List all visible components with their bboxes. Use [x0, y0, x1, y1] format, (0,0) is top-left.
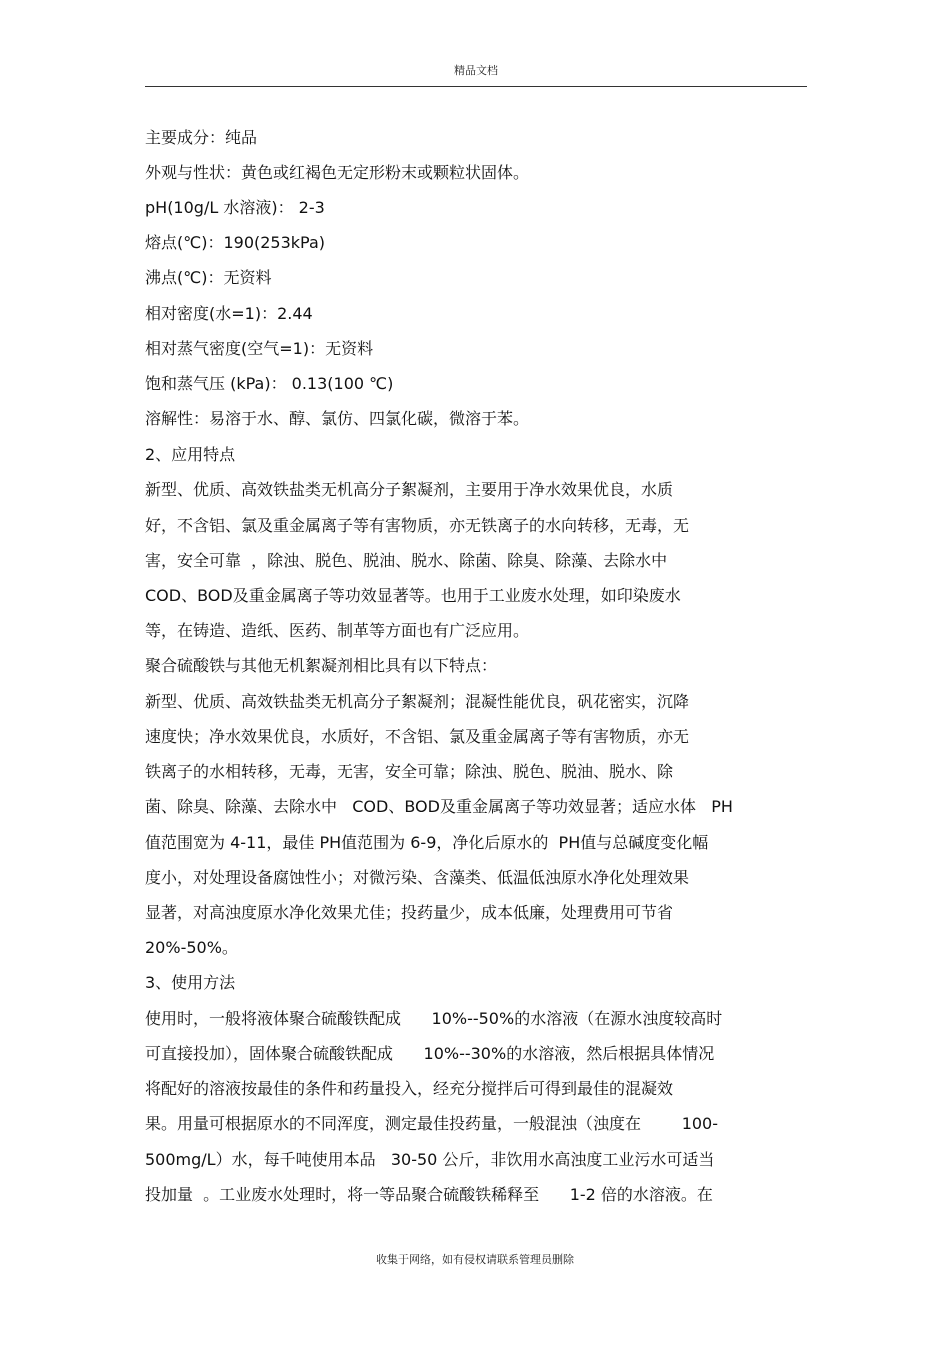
text-line: 值范围宽为 4-11，最佳 PH值范围为 6-9，净化后原水的 PH值与总碱度变化幅	[145, 833, 709, 852]
text-line: 相对密度(水=1)：2.44	[145, 304, 313, 323]
page-footer: 收集于网络，如有侵权请联系管理员删除	[376, 1253, 574, 1266]
text-line: 等，在铸造、造纸、医药、制革等方面也有广泛应用。	[145, 621, 530, 640]
text-line: 3、使用方法	[145, 973, 236, 992]
text-line: 将配好的溶液按最佳的条件和药量投入，经充分搅拌后可得到最佳的混凝效	[145, 1079, 674, 1098]
text-line: 菌、除臭、除藻、去除水中 COD、BOD及重金属离子等功效显著；适应水体 PH	[145, 797, 733, 816]
text-line: 熔点(℃)：190(253kPa)	[145, 233, 326, 252]
text-line: 显著，对高浊度原水净化效果尤佳；投药量少，成本低廉，处理费用可节省	[145, 903, 674, 922]
text-line: 新型、优质、高效铁盐类无机高分子絮凝剂；混凝性能优良，矾花密实，沉降	[145, 692, 690, 711]
text-line: COD、BOD及重金属离子等功效显著等。也用于工业废水处理，如印染废水	[145, 586, 681, 605]
text-line: 投加量 。工业废水处理时，将一等品聚合硫酸铁稀释至 1-2 倍的水溶液。在	[145, 1185, 713, 1204]
text-line: 可直接投加），固体聚合硫酸铁配成 10%--30%的水溶液，然后根据具体情况	[145, 1044, 715, 1063]
text-line: 速度快；净水效果优良，水质好，不含铝、氯及重金属离子等有害物质，亦无	[145, 727, 690, 746]
text-line: 主要成分：纯品	[145, 128, 258, 147]
text-line: 害，安全可靠 ，除浊、脱色、脱油、脱水、除菌、除臭、除藻、去除水中	[145, 551, 668, 570]
text-line: 新型、优质、高效铁盐类无机高分子絮凝剂，主要用于净水效果优良，水质	[145, 480, 674, 499]
text-line: 500mg/L）水，每千吨使用本品 30-50 公斤，非饮用水高浊度工业污水可适当	[145, 1150, 715, 1169]
text-line: 2、应用特点	[145, 445, 236, 464]
text-line: 20%-50%。	[145, 938, 238, 957]
header-divider	[145, 86, 807, 87]
text-line: 使用时，一般将液体聚合硫酸铁配成 10%--50%的水溶液（在源水浊度较高时	[145, 1009, 723, 1028]
text-line: 饱和蒸气压 (kPa)： 0.13(100 ℃)	[145, 374, 394, 393]
page-header: 精品文档	[454, 64, 498, 77]
text-line: 好，不含铝、氯及重金属离子等有害物质，亦无铁离子的水向转移，无毒，无	[145, 516, 690, 535]
text-line: pH(10g/L 水溶液)： 2-3	[145, 198, 325, 217]
text-line: 聚合硫酸铁与其他无机絮凝剂相比具有以下特点：	[145, 656, 498, 675]
text-line: 度小，对处理设备腐蚀性小；对微污染、含藻类、低温低浊原水净化处理效果	[145, 868, 690, 887]
text-line: 果。用量可根据原水的不同浑度，测定最佳投药量，一般混浊（浊度在 100-	[145, 1114, 719, 1133]
text-line: 铁离子的水相转移，无毒，无害，安全可靠；除浊、脱色、脱油、脱水、除	[145, 762, 674, 781]
text-line: 溶解性：易溶于水、醇、氯仿、四氯化碳，微溶于苯。	[145, 409, 530, 428]
text-line: 相对蒸气密度(空气=1)：无资料	[145, 339, 374, 358]
text-line: 外观与性状：黄色或红褐色无定形粉末或颗粒状固体。	[145, 163, 530, 182]
text-line: 沸点(℃)：无资料	[145, 268, 272, 287]
